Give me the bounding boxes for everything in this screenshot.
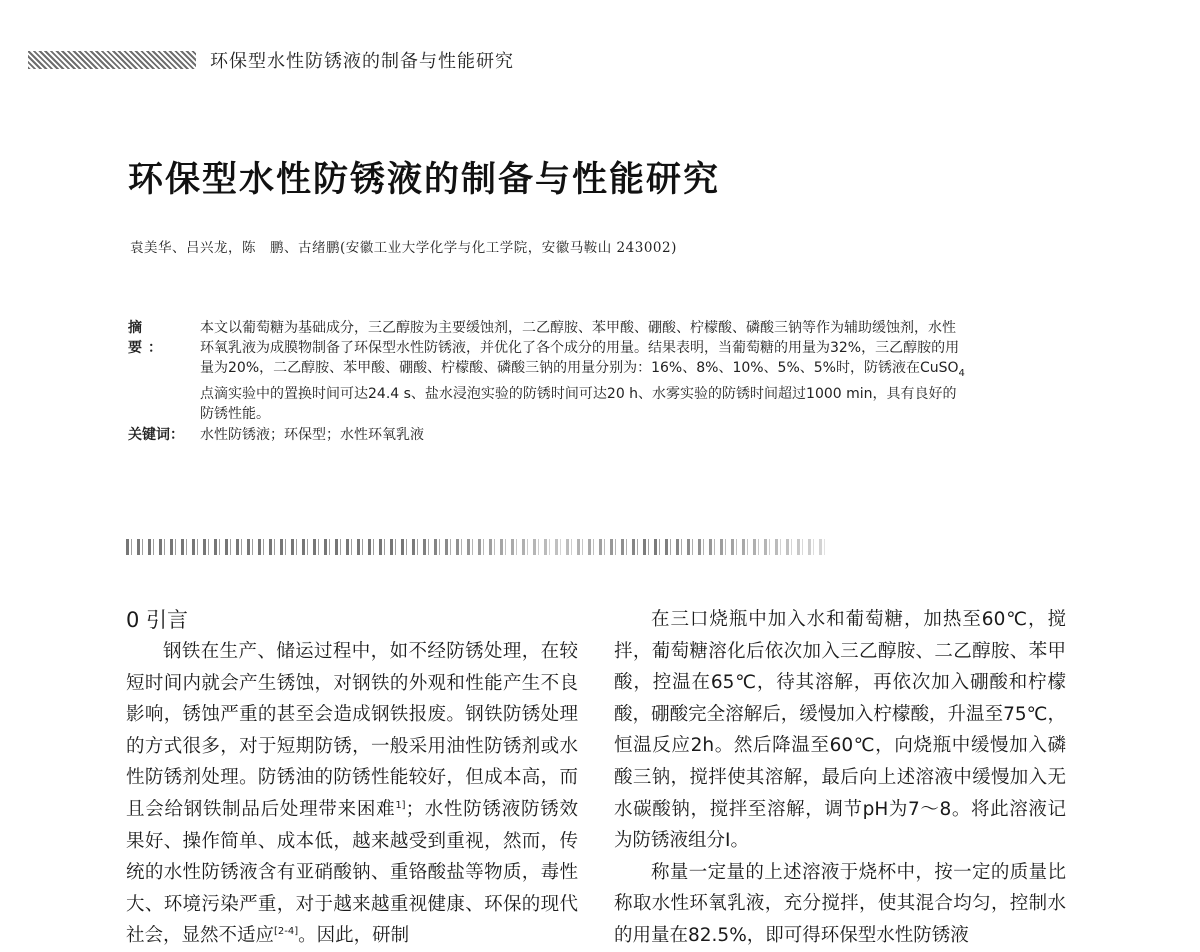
right-column [614, 604, 1066, 952]
section-heading-introduction: 0 引言 [126, 608, 189, 632]
authors-affiliation: 袁美华、吕兴龙，陈 鹏、古绪鹏(安徽工业大学化学与化工学院，安徽马鞍山 243002) [130, 240, 677, 256]
keywords-label: 关键词： [128, 426, 184, 443]
abstract-label: 摘 要： [128, 320, 168, 356]
running-header [28, 44, 514, 76]
intro-paragraph: 钢铁在生产、储运过程中，如不经防锈处理，在较短时间内就会产生锈蚀，对钢铁的外观和性能产生不良影响，锈蚀严重的甚至会造成钢铁报废。钢铁防锈处理的方式很多，对于短期防锈，一般采用油性防锈剂或水性防锈剂处理。防锈油的防锈性能较好，但成本高，而且会给钢铁制品后处理带来困难$^{1]}$；水性防锈液防锈效果好、操作简单、成本低，越来越受到重视，然而，传统的水性防锈液含有亚硝酸钠、重铬酸盐等物质，毒性大、环境污染严重，对于越来越重视健康、环保的现代社会，显然不适应[2-4]。因此，研制 [126, 641, 578, 947]
keywords-row [128, 425, 968, 445]
paper-title: 环保型水性防锈液的制备与性能研究 [128, 160, 721, 200]
header-scan-noise [28, 51, 196, 69]
abstract-text: 本文以葡萄糖为基础成分，三乙醇胺为主要缓蚀剂，二乙醇胺、苯甲酸、硼酸、柠檬酸、磷酸三钠等作为辅助缓蚀剂，水性环氧乳液为成膜物制备了环保型水性防锈液，并优化了各个成分的用量。结果表明，当葡萄糖的用量为32%，三乙醇胺的用量为20%，二乙醇胺、苯甲酸、硼酸、柠檬酸、磷酸三钠的用量分别为：16%、8%、10%、5%、5%时，防锈液在CuSO$_4$点滴实验中的置换时间可达24.4 s、盐水浸泡实验的防锈时间可达20 h、水雾实验的防锈时间超过1000 min，具有良好的防锈性能。 [200, 320, 965, 422]
method-paragraph-2: 称量一定量的上述溶液于烧杯中，按一定的质量比称取水性环氧乳液，充分搅拌，使其混合均匀，控制水的用量在82.5%，即可得环保型水性防锈液 [614, 861, 1066, 946]
running-title: 环保型水性防锈液的制备与性能研究 [210, 51, 514, 72]
keywords-text: 水性防锈液；环保型；水性环氧乳液 [200, 426, 424, 443]
abstract-block [128, 318, 968, 445]
scan-noise-line [126, 539, 826, 555]
method-paragraph-1: 在三口烧瓶中加入水和葡萄糖，加热至60℃，搅拌，葡萄糖溶化后依次加入三乙醇胺、二乙醇胺、苯甲酸，控温在65℃，待其溶解，再依次加入硼酸和柠檬酸，硼酸完全溶解后，缓慢加入柠檬酸，升温至75℃，恒温反应2h。然后降温至60℃，向烧瓶中缓慢加入磷酸三钠，搅拌使其溶解，最后向上述溶液中缓慢加入无水碳酸钠，搅拌至溶解，调节pH为7～8。将此溶液记为防锈液组分Ⅰ。 [614, 609, 1066, 852]
left-column [126, 604, 578, 952]
abstract-row [128, 318, 968, 424]
